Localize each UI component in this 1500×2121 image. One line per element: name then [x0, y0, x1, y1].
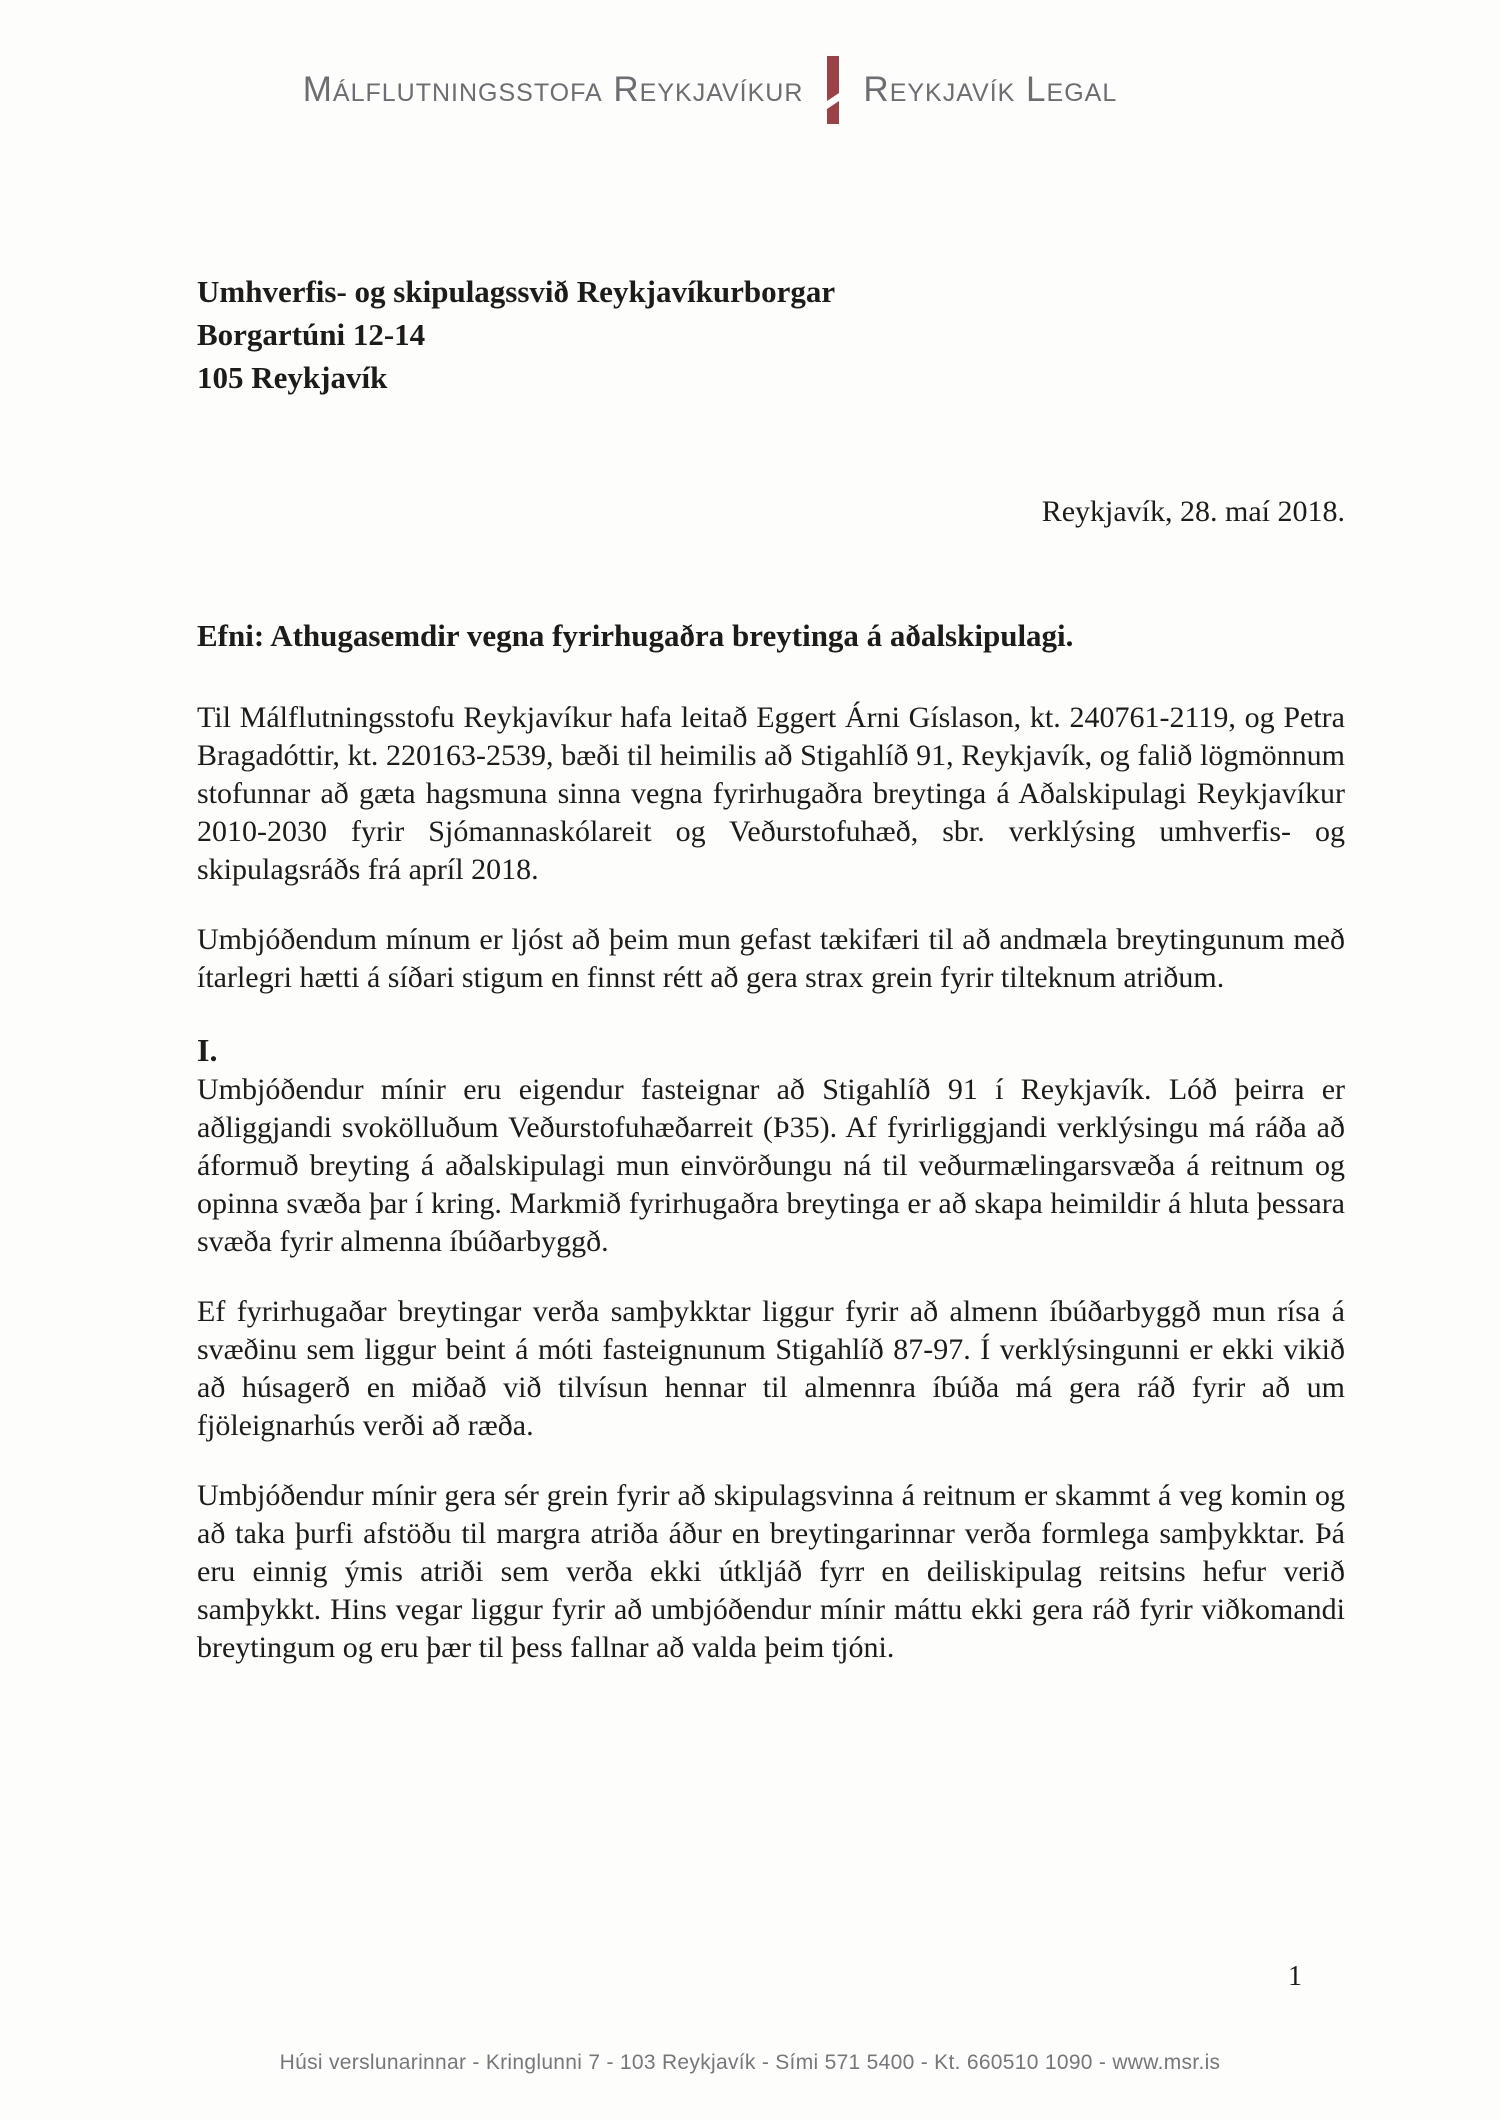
recipient-line-1: Umhverfis- og skipulagssvið Reykjavíkurborgar	[197, 274, 836, 309]
recipient-line-3: 105 Reykjavík	[197, 360, 388, 395]
dateline: Reykjavík, 28. maí 2018.	[1041, 495, 1345, 528]
paragraph-3: Umbjóðendur mínir eru eigendur fasteignar að Stigahlíð 91 í Reykjavík. Lóð þeirra er aðliggjandi svokölluðum Veðurstofuhæðarreit (Þ35). Af fyrirliggjandi verklýsingu má ráða að áformuð breyting á aðalskipulagi mun einvörðungu ná til veðurmælingarsvæða á reitnum og opinna svæða þar í kring. Markmið fyrirhugaðra breytinga er að skapa heimildir á hluta þessara svæða fyrir almenna íbúðarbyggð.	[197, 1073, 1345, 1258]
paragraph-4: Ef fyrirhugaðar breytingar verða samþykktar liggur fyrir að almenn íbúðarbyggð mun rísa á svæðinu sem liggur beint á móti fasteignunum Stigahlíð 87-97. Í verklýsingunni er ekki vikið að húsagerð en miðað við tilvísun hennar til almennra íbúða má gera ráð fyrir að um fjöleignarhús verði að ræða.	[197, 1295, 1345, 1442]
logo-divider-bar-icon	[825, 56, 841, 124]
footer-contact-line: Húsi verslunarinnar - Kringlunni 7 - 103 Reykjavík - Sími 571 5400 - Kt. 660510 1090 - www.msr.is	[279, 2051, 1221, 2074]
paragraph-2: Umbjóðendum mínum er ljóst að þeim mun gefast tækifæri til að andmæla breytingunum með ítarlegri hætti á síðari stigum en finnst rétt að gera strax grein fyrir tilteknum atriðum.	[197, 923, 1345, 994]
letter-body	[197, 270, 1345, 1667]
page-number: 1	[1288, 1961, 1302, 1992]
paragraph-1: Til Málflutningsstofu Reykjavíkur hafa leitað Eggert Árni Gíslason, kt. 240761-2119, og Petra Bragadóttir, kt. 220163-2539, bæði til heimilis að Stigahlíð 91, Reykjavík, og falið lögmönnum stofunnar að gæta hagsmuna sinna vegna fyrirhugaðra breytinga á Aðalskipulagi Reykjavíkur 2010-2030 fyrir Sjómannaskólareit og Veðurstofuhæð, sbr. verklýsing umhverfis- og skipulagsráðs frá apríl 2018.	[197, 701, 1345, 886]
recipient-address	[197, 270, 1345, 399]
firm-name-english: Reykjavík Legal	[863, 70, 1118, 109]
firm-name-icelandic: Málflutningsstofa Reykjavíkur	[302, 70, 804, 109]
recipient-line-2: Borgartúni 12-14	[197, 317, 426, 352]
letterhead	[0, 56, 1460, 124]
paragraph-5: Umbjóðendur mínir gera sér grein fyrir að skipulagsvinna á reitnum er skammt á veg komin og að taka þurfi afstöðu til margra atriða áður en breytingarinnar verða formlega samþykktar. Þá eru einnig ýmis atriði sem verða ekki útkljáð fyrr en deiliskipulag reitsins hefur verið samþykkt. Hins vegar liggur fyrir að umbjóðendur mínir máttu ekki gera ráð fyrir viðkomandi breytingum og eru þær til þess fallnar að valda þeim tjóni.	[197, 1479, 1345, 1664]
section-heading-1: I.	[197, 1032, 218, 1068]
subject-line: Efni: Athugasemdir vegna fyrirhugaðra breytinga á aðalskipulagi.	[197, 618, 1074, 653]
